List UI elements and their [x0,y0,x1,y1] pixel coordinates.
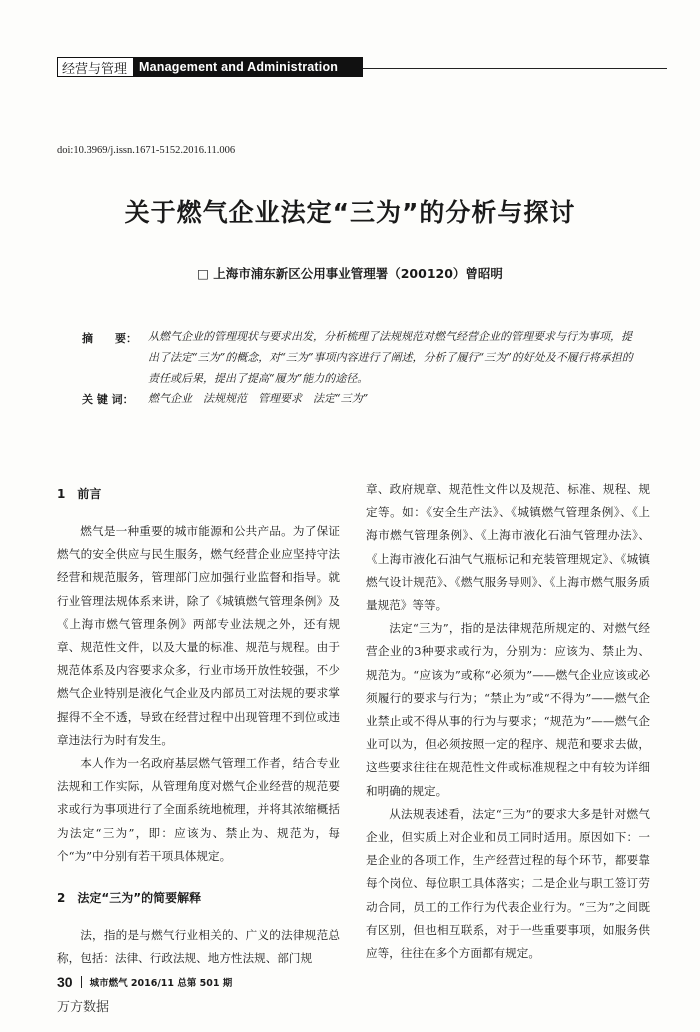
section-1-heading: 1 前言 [57,487,102,501]
right-column [366,478,650,965]
header-rule [363,68,667,69]
keywords-text: 燃气企业 法规规范 管理要求 法定“三为” [148,392,369,405]
journal-info: 城市燃气 2016/11 总第 501 期 [89,978,233,989]
article-title: 关于燃气企业法定“三为”的分析与探讨 [124,198,576,227]
abstract-label: 摘 要： [82,332,137,345]
paragraph: 章、政府规章、规范性文件以及规范、标准、规程、规定等。如：《安全生产法》、《城镇燃气管理条例》、《上海市燃气管理条例》、《上海市液化石油气管理办法》、《上海市液化石油气气瓶标记和充装管理规定》、《城镇燃气设计规范》、《燃气服务导则》、《上海市燃气服务质量规范》等等。 [366,482,650,613]
paragraph: 法定“三为”，指的是法律规范所规定的、对燃气经营企业的3种要求或行为，分别为：应该为、禁止为、规范为。“应该为”或称“必须为”——燃气企业应该或必须履行的要求与行为；“禁止为”或“不得为”——燃气企业禁止或不得从事的行为与要求；“规范为”——燃气企业可以为，但必须按照一定的程序、规范和要求去做，这些要求往往在规范性文件或标准规程之中有较为详细和明确的规定。 [366,621,650,798]
doi: doi:10.3969/j.issn.1671-5152.2016.11.006 [57,145,236,156]
keywords-row [82,391,638,407]
section-name-en: Management and Administration [133,58,362,76]
author-affiliation: □ 上海市浦东新区公用事业管理署（200120）曾昭明 [197,266,503,281]
section-header [57,57,667,79]
watermark: 万方数据 [57,1000,110,1015]
section-tag [57,57,363,77]
paragraph: 从法规表述看，法定“三为”的要求大多是针对燃气企业，但实质上对企业和员工同时适用。原因如下：一是企业的各项工作，生产经营过程的每个环节，都要靠每个岗位、每位职工具体落实；二是企业与职工签订劳动合同，员工的工作行为代表企业行为。“三为”之间既有区别，但也相互联系，对于一些重要事项，如服务供应等，往往在多个方面都有规定。 [366,806,650,961]
paragraph: 燃气是一种重要的城市能源和公共产品。为了保证燃气的安全供应与民生服务，燃气经营企业应坚持守法经营和规范服务，管理部门应加强行业监督和指导。就行业管理法规体系来讲，除了《城镇燃气管理条例》及《上海市燃气管理条例》两部专业法规之外，还有规章、规范性文件，以及大量的标准、规范与规程。由于规范体系及内容要求众多，行业市场开放性较强，不少燃气企业特别是液化气企业及内部员工对法规的要求掌握得不全不透，导致在经营过程中出现管理不到位或违章违法行为时有发生。 [57,524,340,747]
section-name-cn: 经营与管理 [62,61,128,77]
page-footer [57,974,232,990]
section-2-heading: 2 法定“三为”的简要解释 [57,891,202,906]
left-column [57,478,340,970]
keywords-label: 关 键 词： [82,393,134,406]
footer-divider [81,976,82,988]
abstract-row [82,330,638,389]
page-number: 30 [57,974,73,990]
abstract-text: 从燃气企业的管理现状与要求出发，分析梳理了法规规范对燃气经营企业的管理要求与行为事项，提出了法定“三为”的概念，对“三为”事项内容进行了阐述，分析了履行“三为”的好处及不履行将承担的责任或后果，提出了提高“履为”能力的途径。 [148,330,633,385]
paragraph: 法，指的是与燃气行业相关的、广义的法律规范总称，包括：法律、行政法规、地方性法规、部门规 [57,928,340,966]
abstract-block [82,330,638,407]
paragraph: 本人作为一名政府基层燃气管理工作者，结合专业法规和工作实际，从管理角度对燃气企业经营的规范要求或行为事项进行了全面系统地梳理，并将其浓缩概括为法定“三为”，即：应该为、禁止为、规范为，每个“为”中分别有若干项具体规定。 [57,756,340,863]
